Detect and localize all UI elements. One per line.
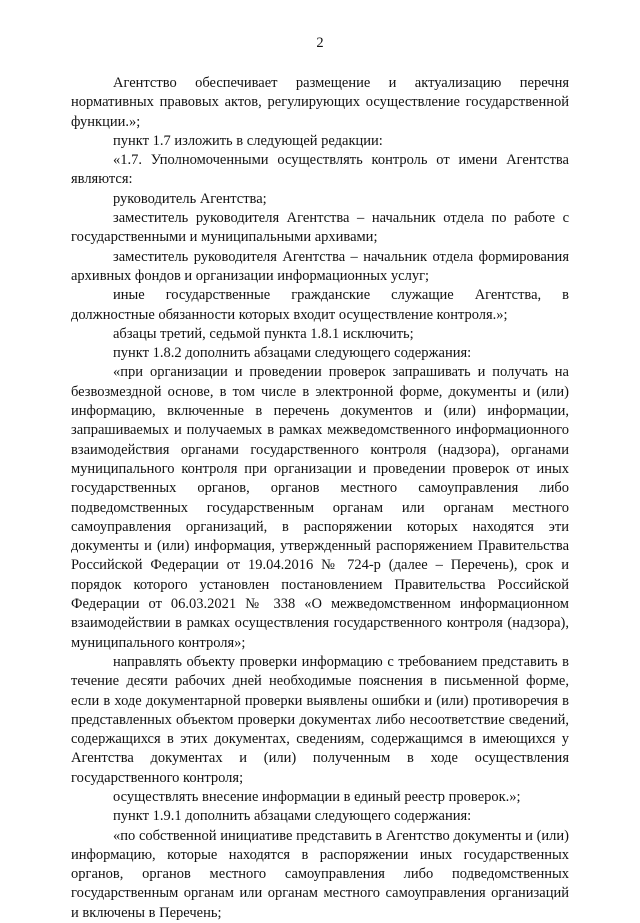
- paragraph: иные государственные гражданские служащие Агентства, в должностные обязанности которых входит осуществление контроля.»;: [71, 287, 569, 323]
- paragraph: заместитель руководителя Агентства – начальник отдела по работе с государственными и муниципальными архивами;: [71, 210, 569, 246]
- paragraph: пункт 1.8.2 дополнить абзацами следующего содержания:: [113, 345, 472, 362]
- paragraph: пункт 1.7 изложить в следующей редакции:: [113, 132, 383, 149]
- paragraph: «по собственной инициативе представить в Агентство документы и (или) информацию, которые находятся в распоряжении иных государственных органов, органов местного самоуправления либо подведомственных государственным органам или органам местного самоуправления организаций и включены в Перечень;: [71, 827, 569, 921]
- paragraph: Агентство обеспечивает размещение и актуализацию перечня нормативных правовых актов, регулирующих осуществление государственной функции.»;: [71, 75, 569, 130]
- paragraph: пункт 1.9.1 дополнить абзацами следующего содержания:: [113, 808, 472, 825]
- paragraph: направлять объекту проверки информацию с требованием представить в течение десяти рабочих дней необходимые пояснения в письменной форме, если в ходе документарной проверки выявлены ошибки и (или) противоречия в представленных объектом проверки документах либо несоответствие сведений, содержащихся в этих документах, сведениям, содержащимся в имеющихся у Агентства документах и (или) полученным в ходе осуществления государственного контроля;: [71, 653, 569, 786]
- paragraph: заместитель руководителя Агентства – начальник отдела формирования архивных фондов и организации информационных услуг;: [71, 248, 569, 284]
- paragraph: «при организации и проведении проверок запрашивать и получать на безвозмездной основе, в том числе в электронной форме, документы и (или) информацию, включенные в перечень документов и (или) информации, запрашиваемых и получаемых в рамках межведомственного информационного взаимодействия органами государственного контроля (надзора), органами муниципального контроля при организации и проведении проверок от иных государственных органов, органов местного самоуправления либо подведомственных государственным органам или органам местного самоуправления организаций, в распоряжении которых находятся эти документы и (или) информация, утвержденный распоряжением Правительства Российской Федерации от 19.04.2016 № 724-р (далее – Перечень), срок и порядок которого установлен постановлением Правительства Российской Федерации от 06.03.2021 № 338 «О межведомственном информационном взаимодействии в рамках осуществления государственного контроля (надзора), муниципального контроля»;: [71, 364, 569, 651]
- paragraph: «1.7. Уполномоченными осуществлять контроль от имени Агентства являются:: [71, 152, 569, 188]
- paragraph: руководитель Агентства;: [113, 190, 267, 207]
- document-body: [71, 74, 569, 923]
- page-number: 2: [316, 35, 324, 51]
- paragraph: абзацы третий, седьмой пункта 1.8.1 исключить;: [113, 325, 414, 342]
- paragraph: осуществлять внесение информации в единый реестр проверок.»;: [113, 788, 521, 805]
